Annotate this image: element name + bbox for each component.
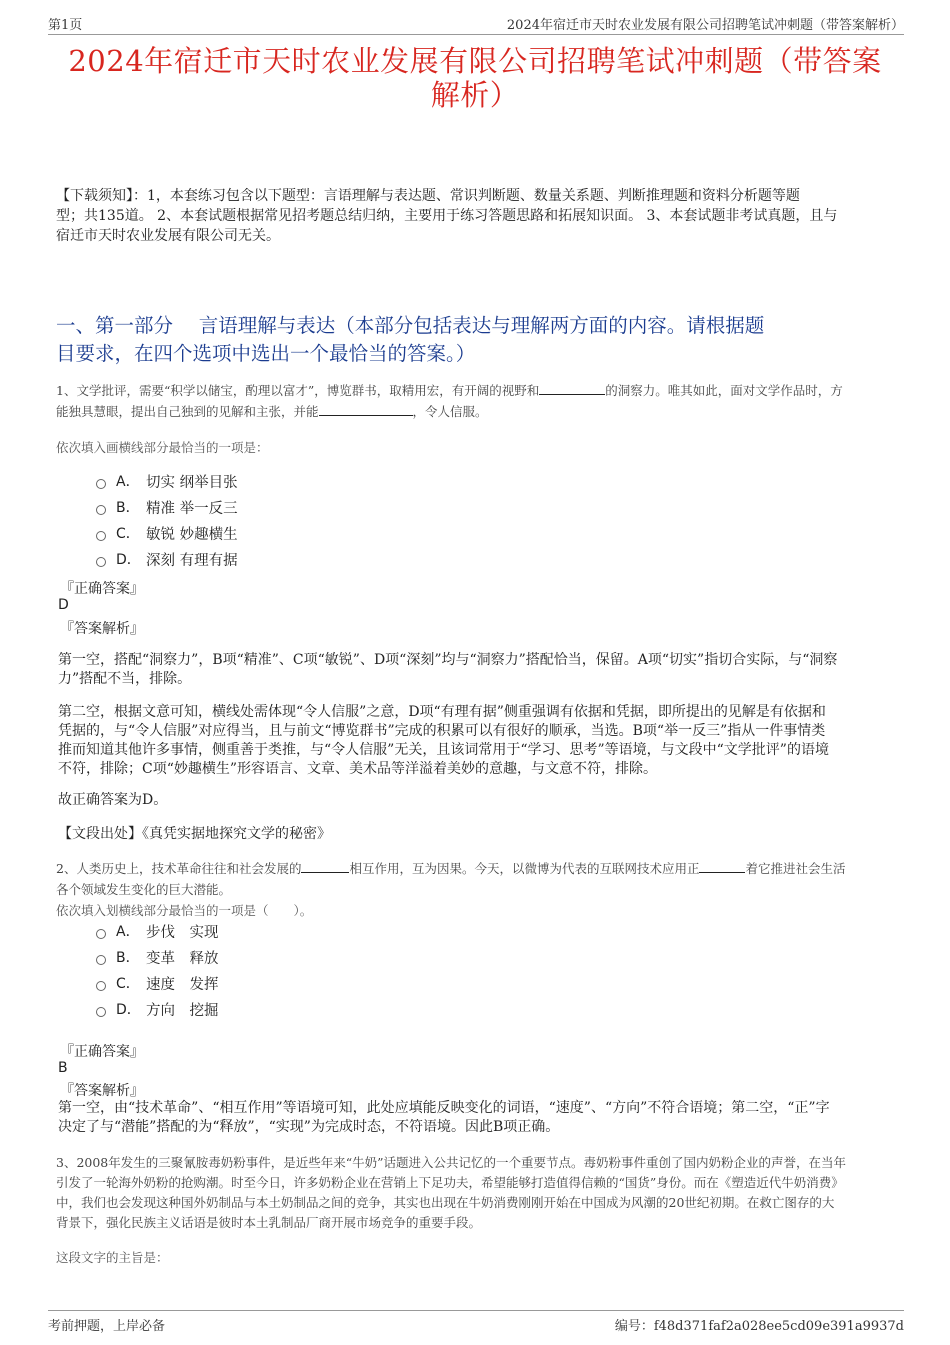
question-stem-line: 背景下，强化民族主义话语是彼时本土乳制品厂商开展市场竞争的重要手段。	[56, 1215, 482, 1230]
radio-icon[interactable]	[96, 479, 106, 489]
option-c[interactable]: C． 速度 发挥	[96, 970, 219, 996]
analysis-line: 第一空，搭配“洞察力”，B项“精准”、C项“敏锐”、D项“深刻”均与“洞察力”搭配恰当，保留。A项“切实”指切合实际，与“洞察	[58, 652, 838, 668]
fill-blank	[539, 382, 605, 395]
correct-answer-label: 『正确答案』	[60, 1044, 144, 1060]
question-stem-line: 3、2008年发生的三聚氰胺毒奶粉事件，是近些年来“牛奶”话题进入公共记忆的一个重要节点。毒奶粉事件重创了国内奶粉企业的声誉，在当年	[56, 1155, 847, 1170]
title-line-1: 2024年宿迁市天时农业发展有限公司招聘笔试冲刺题（带答案	[68, 44, 882, 78]
radio-icon[interactable]	[96, 955, 106, 965]
analysis-line: 凭据的，与“令人信服”对应得当，且与前文“博览群书”完成的积累可以有很好的顺承，当选。B项“举一反三”指从一件事情类	[58, 723, 826, 739]
page-number: 第1页	[48, 18, 83, 33]
analysis-line: 第二空，根据文意可知，横线处需体现“令人信服”之意，D项“有理有据”侧重强调有依据和凭据，即所提出的见解是有依据和	[58, 704, 826, 720]
question-stem-line: 引发了一轮海外奶粉的抢购潮。时至今日，许多奶粉企业在营销上下足功夫，希望能够打造值得信赖的“国货”身份。而在《塑造近代牛奶消费》	[56, 1175, 844, 1190]
question-stem-line: 能独具慧眼，提出自己独到的见解和主张，并能 ，令人信服。	[56, 404, 488, 419]
option-d[interactable]: D． 方向 挖掘	[96, 996, 219, 1022]
question-stem-line: 各个领域发生变化的巨大潜能。	[56, 882, 232, 897]
option-b[interactable]: B． 变革 释放	[96, 944, 219, 970]
option-a[interactable]: A． 切实 纲举目张	[96, 468, 238, 494]
notice-line: 【下载须知】：1，本套练习包含以下题型：言语理解与表达题、常识判断题、数量关系题、判断推理题和资料分析题等题	[56, 188, 800, 204]
option-d[interactable]: D． 深刻 有理有据	[96, 546, 238, 572]
source-citation: 【文段出处】《真凭实据地探究文学的秘密》	[58, 826, 331, 842]
question-2-stem	[56, 858, 901, 900]
page-footer	[48, 1310, 904, 1333]
analysis-line: 决定了与“潜能”搭配的为“释放”，“实现”为完成时态，不符语境。因此B项正确。	[58, 1119, 560, 1135]
question-2-instruction: 依次填入划横线部分最恰当的一项是（ ）。	[56, 903, 313, 918]
question-stem-line: 中，我们也会发现这种国外奶制品与本土奶制品之间的竞争，其实也出现在牛奶消费刚刚开始在中国成为风潮的20世纪初期。在救亡图存的大	[56, 1195, 835, 1210]
notice-line: 型；共135道。 2、本套试题根据常见招考题总结归纳，主要用于练习答题思路和拓展知识面。 3、本套试题非考试真题，且与	[56, 208, 838, 224]
option-c[interactable]: C． 敏锐 妙趣横生	[96, 520, 238, 546]
analysis-line: 力”搭配不当，排除。	[58, 671, 192, 687]
download-notice	[56, 186, 901, 246]
question-1-instruction: 依次填入画横线部分最恰当的一项是：	[56, 440, 269, 455]
analysis-label: 『答案解析』	[60, 1083, 144, 1099]
analysis-paragraph	[58, 1099, 890, 1137]
analysis-label: 『答案解析』	[60, 621, 144, 637]
analysis-line: 推而知道其他许多事情，侧重善于类推，与“令人信服”无关，且该词常用于“学习、思考”等语境，与文段中“文学批评”的语境	[58, 742, 829, 758]
fill-blank	[319, 403, 413, 416]
correct-answer: D	[58, 597, 69, 613]
radio-icon[interactable]	[96, 531, 106, 541]
radio-icon[interactable]	[96, 929, 106, 939]
section-heading-line: 一、第一部分 言语理解与表达（本部分包括表达与理解两方面的内容。请根据题	[56, 314, 765, 337]
analysis-line: 不符，排除；C项“妙趣横生”形容语言、文章、美术品等洋溢着美妙的意趣，与文意不符，排除。	[58, 761, 658, 777]
document-title	[40, 44, 910, 112]
fill-blank	[699, 860, 745, 873]
correct-answer-label: 『正确答案』	[60, 581, 144, 597]
option-a[interactable]: A． 步伐 实现	[96, 918, 219, 944]
question-2-options	[96, 918, 219, 1022]
radio-icon[interactable]	[96, 1007, 106, 1017]
question-stem-line: 2、人类历史上，技术革命往往和社会发展的 相互作用，互为因果。今天，以微博为代表的互联网技术应用正 着它推进社会生活	[56, 861, 846, 876]
analysis-line: 第一空，由“技术革命”、“相互作用”等语境可知，此处应填能反映变化的词语，“速度”、“方向”不符合语境；第二空，“正”字	[58, 1100, 830, 1116]
question-1-options	[96, 468, 238, 572]
section-heading-line: 目要求，在四个选项中选出一个最恰当的答案。）	[56, 342, 476, 365]
footer-slogan: 考前押题，上岸必备	[48, 1319, 166, 1334]
radio-icon[interactable]	[96, 557, 106, 567]
title-line-2: 解析）	[430, 78, 520, 112]
analysis-paragraph-1	[58, 651, 890, 689]
analysis-conclusion: 故正确答案为D。	[58, 792, 168, 808]
analysis-paragraph-2	[58, 703, 890, 779]
fill-blank	[301, 860, 349, 873]
section-heading	[56, 312, 901, 368]
question-stem-line: 1、文学批评，需要“积学以储宝，酌理以富才”，博览群书，取精用宏，有开阔的视野和 的洞察力。唯其如此，面对文学作品时，方	[56, 383, 843, 398]
document-id: 编号：f48d371faf2a028ee5cd09e391a9937d	[614, 1319, 904, 1334]
correct-answer: B	[58, 1060, 68, 1076]
page-header	[48, 14, 904, 35]
notice-line: 宿迁市天时农业发展有限公司无关。	[56, 228, 280, 244]
question-3-instruction: 这段文字的主旨是：	[56, 1250, 169, 1265]
question-3-stem	[56, 1153, 901, 1233]
radio-icon[interactable]	[96, 981, 106, 991]
question-1-stem	[56, 380, 901, 422]
header-doc-title: 2024年宿迁市天时农业发展有限公司招聘笔试冲刺题（带答案解析）	[506, 18, 904, 33]
radio-icon[interactable]	[96, 505, 106, 515]
option-b[interactable]: B． 精准 举一反三	[96, 494, 238, 520]
